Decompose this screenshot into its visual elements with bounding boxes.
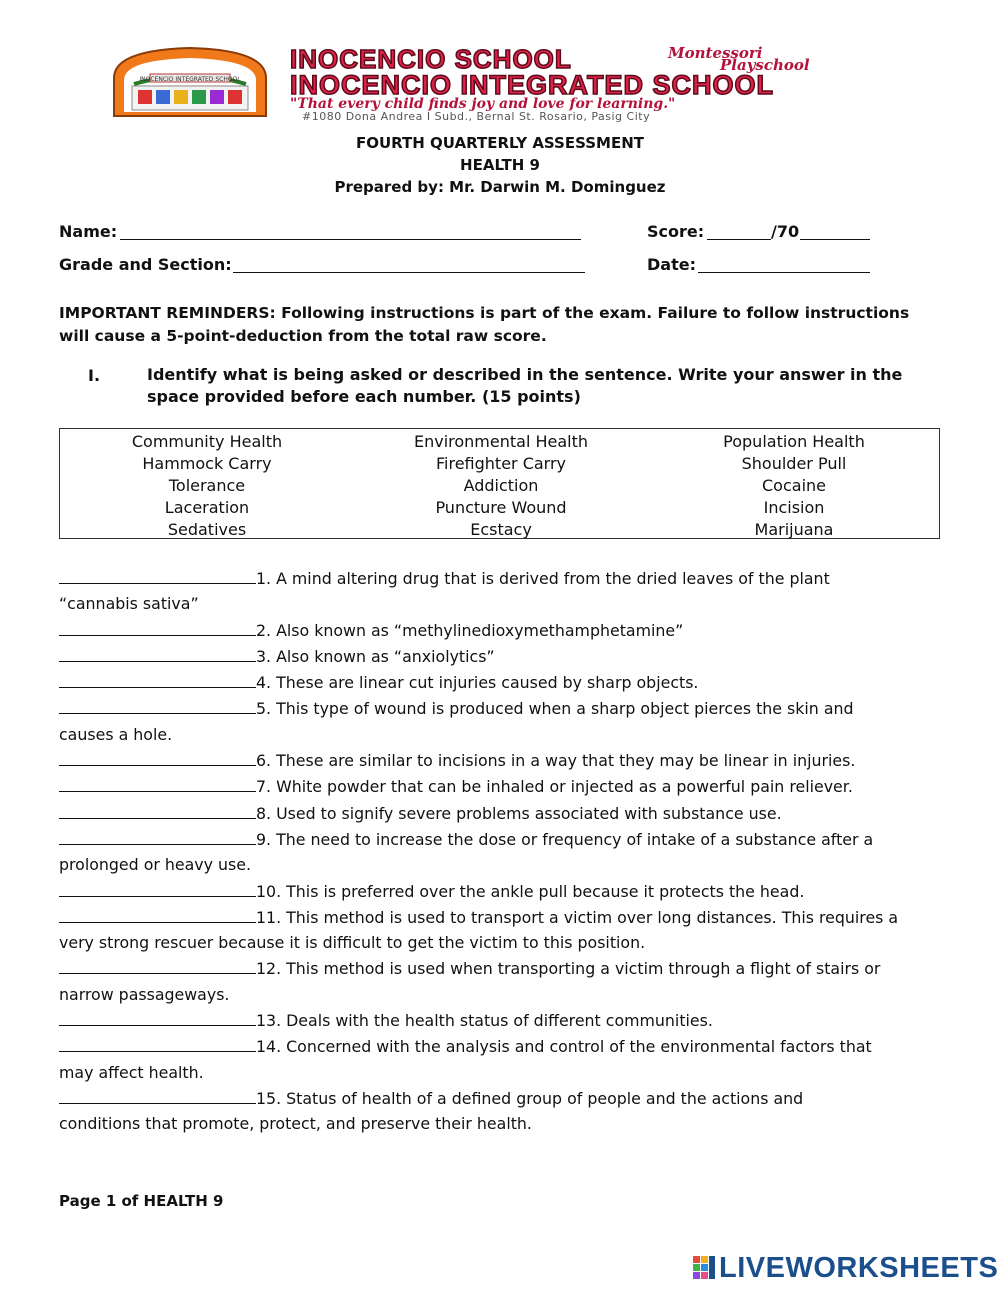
question-continuation: causes a hole. — [59, 724, 173, 744]
question-text: 7. White powder that can be inhaled or injected as a powerful pain reliever. — [256, 777, 853, 797]
word-bank — [59, 428, 940, 539]
school-seal — [110, 46, 270, 118]
score-line-tail — [800, 239, 870, 240]
question-item — [59, 904, 949, 930]
date-field[interactable] — [698, 272, 870, 273]
date-label: Date: — [647, 255, 696, 274]
word-bank-col-1 — [60, 431, 354, 541]
school-seal-icon — [110, 46, 270, 118]
question-text: 1. A mind altering drug that is derived from the dried leaves of the plant — [256, 569, 830, 588]
answer-blank[interactable] — [59, 878, 256, 897]
subject-title: HEALTH 9 — [460, 156, 540, 174]
liveworksheets-logo-icon — [693, 1256, 717, 1286]
word-bank-col-3 — [647, 431, 941, 541]
school-address: #1080 Dona Andrea I Subd., Bernal St. Rosario, Pasig City — [302, 110, 651, 123]
question-text: 9. The need to increase the dose or frequency of intake of a substance after a — [256, 829, 874, 849]
word-bank-item: Cocaine — [762, 476, 826, 495]
page-footer: Page 1 of HEALTH 9 — [59, 1192, 224, 1210]
answer-blank[interactable] — [59, 747, 256, 766]
answer-blank[interactable] — [59, 617, 256, 636]
question-item — [59, 826, 949, 852]
word-bank-item: Shoulder Pull — [741, 454, 847, 473]
question-item — [59, 800, 949, 826]
question-text: 10. This is preferred over the ankle pull because it protects the head. — [256, 881, 805, 901]
question-continuation: conditions that promote, protect, and preserve their health. — [59, 1114, 532, 1134]
question-text: 11. This method is used to transport a victim over long distances. This requires a — [256, 907, 899, 927]
question-text: 15. Status of health of a defined group of people and the actions and — [256, 1088, 804, 1108]
question-item — [59, 695, 949, 721]
question-item — [59, 1007, 949, 1033]
word-bank-item: Community Health — [131, 432, 283, 451]
answer-blank[interactable] — [59, 773, 256, 792]
question-text: 14. Concerned with the analysis and control of the environmental factors that — [256, 1037, 872, 1057]
answer-blank[interactable] — [59, 695, 256, 714]
question-item — [59, 1033, 949, 1059]
answer-blank[interactable] — [59, 826, 256, 845]
word-bank-item: Firefighter Carry — [435, 454, 567, 473]
question-text: 13. Deals with the health status of different communities. — [256, 1011, 713, 1031]
word-bank-item: Laceration — [164, 498, 250, 517]
word-bank-item: Environmental Health — [413, 432, 589, 451]
school-name-line2: INOCENCIO INTEGRATED SCHOOL — [290, 70, 775, 100]
school-name-block — [290, 44, 890, 124]
liveworksheets-wordmark: LIVEWORKSHEETS — [719, 1252, 999, 1284]
word-bank-item: Puncture Wound — [435, 498, 567, 517]
word-bank-col-2 — [354, 431, 648, 541]
prepared-by: Prepared by: Mr. Darwin M. Dominguez — [334, 178, 666, 196]
question-item — [59, 617, 949, 643]
answer-blank[interactable] — [59, 1085, 256, 1104]
word-bank-item: Marijuana — [754, 520, 834, 539]
score-field[interactable] — [707, 239, 771, 240]
answer-blank[interactable] — [59, 669, 256, 688]
question-continuation: “cannabis sativa” — [59, 594, 199, 614]
word-bank-item: Incision — [763, 498, 825, 517]
question-continuation: very strong rescuer because it is difficult to get the victim to this position. — [59, 933, 646, 953]
question-item — [59, 773, 949, 799]
word-bank-item: Sedatives — [167, 520, 247, 539]
score-label: Score: — [647, 222, 705, 241]
grade-section-field[interactable] — [233, 272, 585, 273]
section-instruction: Identify what is being asked or described in the sentence. Write your answer in the space provided before each number. (15 points) — [147, 365, 903, 406]
question-item — [59, 669, 949, 695]
score-total: /70 — [771, 222, 800, 241]
question-text: 12. This method is used when transporting a victim through a flight of stairs or — [256, 959, 881, 979]
question-item — [59, 878, 949, 904]
question-text: 2. Also known as “methylinedioxymethamphetamine” — [256, 620, 684, 640]
question-text: 6. These are similar to incisions in a way that they may be linear in injuries. — [256, 751, 856, 771]
important-reminders: IMPORTANT REMINDERS: Following instructions is part of the exam. Failure to follow instructions will cause a 5-point-deduction from the total raw score. — [59, 304, 910, 345]
question-text: 8. Used to signify severe problems associated with substance use. — [256, 803, 782, 823]
answer-blank[interactable] — [59, 565, 256, 584]
section-number: I. — [88, 366, 101, 385]
montessori-script: Montessori — [668, 44, 763, 62]
name-field[interactable] — [120, 239, 581, 240]
answer-blank[interactable] — [59, 904, 256, 923]
question-text: 4. These are linear cut injuries caused by sharp objects. — [256, 673, 699, 693]
question-item — [59, 955, 949, 981]
answer-blank[interactable] — [59, 643, 256, 662]
question-list — [59, 565, 949, 1137]
question-item — [59, 747, 949, 773]
playschool-script: Playschool — [720, 56, 810, 74]
question-item — [59, 1085, 949, 1111]
question-continuation: may affect health. — [59, 1062, 204, 1082]
word-bank-item: Tolerance — [168, 476, 246, 495]
question-continuation: prolonged or heavy use. — [59, 855, 251, 875]
answer-blank[interactable] — [59, 1033, 256, 1052]
svg-text:INOCENCIO INTEGRATED SCHOOL: INOCENCIO INTEGRATED SCHOOL — [139, 76, 241, 83]
answer-blank[interactable] — [59, 955, 256, 974]
name-label: Name: — [59, 222, 118, 241]
assessment-title: FOURTH QUARTERLY ASSESSMENT — [355, 134, 645, 152]
question-item — [59, 643, 949, 669]
word-bank-item: Ecstacy — [470, 520, 532, 539]
grade-section-label: Grade and Section: — [59, 255, 232, 274]
question-item — [59, 565, 949, 591]
answer-blank[interactable] — [59, 800, 256, 819]
school-name-line1: INOCENCIO SCHOOL — [290, 44, 572, 74]
question-text: 3. Also known as “anxiolytics” — [256, 646, 495, 666]
word-bank-item: Hammock Carry — [142, 454, 272, 473]
question-continuation: narrow passageways. — [59, 984, 230, 1004]
question-text: 5. This type of wound is produced when a sharp object pierces the skin and — [256, 699, 854, 719]
word-bank-item: Addiction — [463, 476, 539, 495]
school-motto: "That every child finds joy and love for learning." — [290, 96, 676, 112]
answer-blank[interactable] — [59, 1007, 256, 1026]
word-bank-item: Population Health — [723, 432, 865, 451]
